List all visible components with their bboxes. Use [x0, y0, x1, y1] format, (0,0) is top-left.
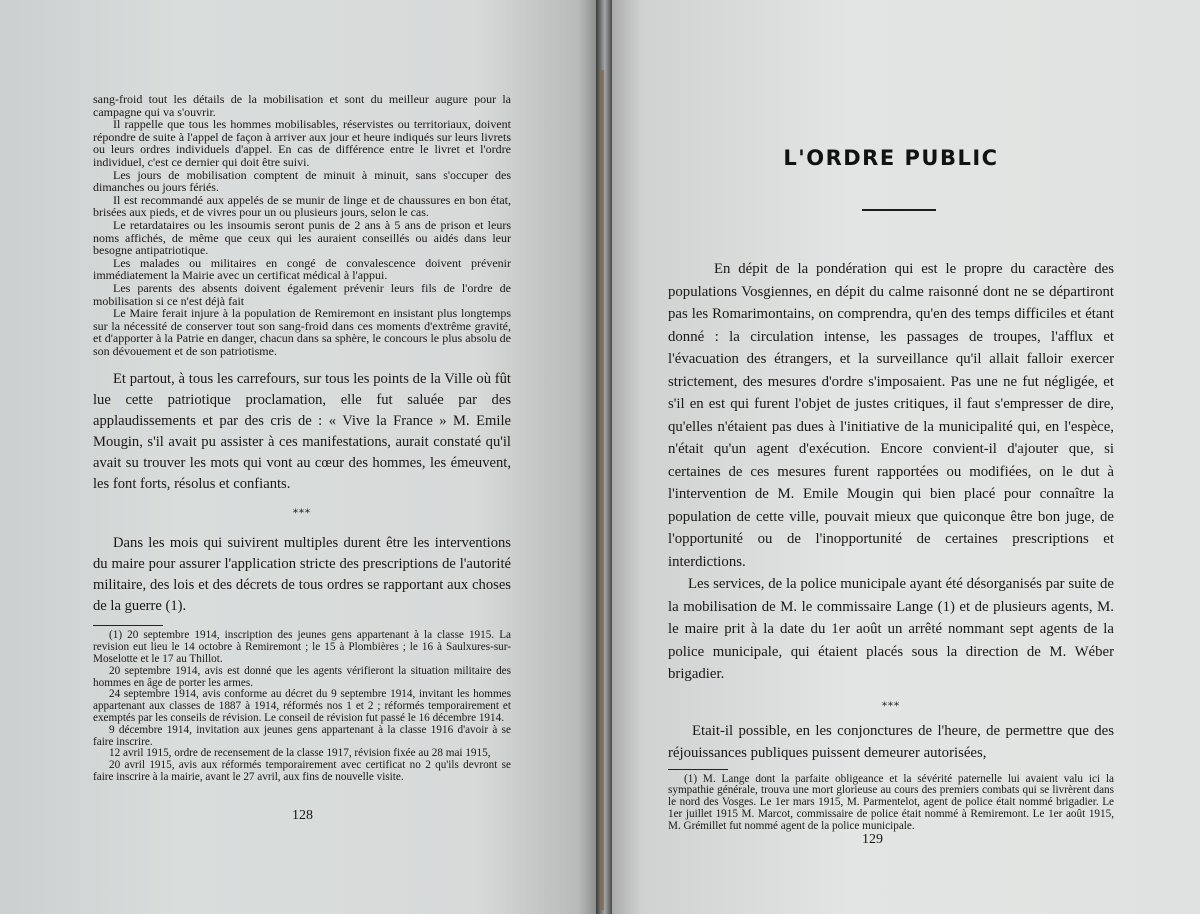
body-section-rejouissances	[668, 720, 1114, 765]
paragraph: En dépit de la pondération qui est le propre du caractère des populations Vosgiennes, en dépit du calme raisonné dont ne se départiront pas les Romarimontains, on comprendra, qu'en des temps difficiles et étant donné : la circulation intense, les passages de troupes, l'afflux et l'évacuation des étrangers, et la surveillance qu'il allait falloir exercer strictement, des mesures d'ordre s'imposaient. Pas une ne fut négligée, et s'il en est qui furent l'objet de justes critiques, il faut s'empresser de dire, qu'elles n'étaient pas dues à l'initiative de la municipalité qui, en l'espèce, n'était qu'un agent d'exécution. Encore convient-il d'ajouter que, si certaines de ces mesures furent rapportées ou modifiées, on le dut à l'intervention de M. Emile Mougin qui bien placé pour connaître la population de cette ville, pouvait mieux que quiconque être bon juge, de l'opportunité ou de l'inopportunité de certaines prescriptions et interdictions.	[668, 261, 1114, 570]
footnote: 20 avril 1915, avis aux réformés temporairement avec certificat no 2 qu'ils devront se faire inscrire à la mairie, avant le 27 avril, aux fins de nouvelle visite.	[93, 759, 511, 784]
paragraph: Les services, de la police municipale ayant été désorganisés par suite de la mobilisation de M. le commissaire Lange (1) et de plusieurs agents, M. le maire prit à la date du 1er août un arrêté nommant sept agents de la police municipale, qui étaient placés sous la direction de M. Wéber brigadier.	[668, 576, 1114, 682]
footnote: 20 septembre 1914, avis est donné que les agents vérifieront la situation militaire des hommes en âge de porter les armes.	[93, 664, 511, 689]
title-rule	[862, 209, 936, 211]
paragraph: Le Maire ferait injure à la population de Remiremont en insistant plus longtemps sur la nécessité de conserver tout son sang-froid dans ces moments d'extrême gravité, et d'apporter à la Patrie en danger, chacun dans sa sphère, le concours le plus absolu de son dévouement et de son patriotisme.	[93, 306, 511, 358]
paragraph: Il est recommandé aux appelés de se munir de linge et de chaussures en bon état, brisées aux pieds, et de vivres pour un ou plusieurs jours, selon le cas.	[93, 192, 511, 220]
left-page-text	[93, 93, 511, 784]
footnote: 12 avril 1915, ordre de recensement de la classe 1917, révision fixée au 28 mai 1915,	[109, 747, 491, 760]
paragraph: Il rappelle que tous les hommes mobilisables, réservistes ou territoriaux, doivent répondre de suite à l'appel de façon à arriver aux jour et heure indiqués sur leurs livrets ou leurs ordres individuels d'appel. En cas de différence entre le livret et l'ordre individuel, c'est ce dernier qui doit être suivi.	[93, 117, 511, 169]
footnote-rule	[668, 769, 728, 770]
footnote: (1) M. Lange dont la parfaite obligeance et la sévérité paternelle lui avaient valu ici la sympathie générale, trouva une mort glorieuse au cours des premiers combats qui se livrèrent dans le nord des Vosges. Le 1er mars 1915, M. Parmentelot, agent de police était nommé brigadier. Le 1er juillet 1915 M. Marcot, commissaire de police était nommé à Remiremont. Le 1er août 1915, M. Grémillet fut nommé agent de la police municipale.	[668, 772, 1114, 832]
page-number-right: 129	[862, 832, 883, 847]
footnote: (1) 20 septembre 1914, inscription des jeunes gens appartenant à la classe 1915. La revision eut lieu le 14 octobre à Remiremont ; le 15 à Plombières ; le 16 à Saulxures-sur-Moselotte et le 17 au Thillot.	[93, 629, 511, 666]
chapter-title: L'ORDRE PUBLIC	[783, 146, 999, 170]
section-separator-stars: ***	[882, 700, 900, 712]
page-number-left: 128	[292, 808, 313, 823]
paragraph: Les parents des absents doivent également prévenir leurs fils de l'ordre de mobilisation si ce n'est déjà fait	[93, 280, 511, 308]
body-section-2	[93, 533, 511, 617]
footnotes	[668, 774, 1114, 833]
footnote: 9 décembre 1914, invitation aux jeunes gens appartenant à la classe 1916 d'avoir à se faire inscrire.	[93, 723, 511, 748]
paragraph: Et partout, à tous les carrefours, sur tous les points de la Ville où fût lue cette patriotique proclamation, elle fut saluée par des applaudissements et par des cris de : « Vive la France » M. Emile Mougin, s'il avait pu assister à ces manifestations, aurait constaté qu'il avait su trouver les mots qui vont au cœur des hommes, les émeuvent, les font forts, résolus et confiants.	[93, 371, 511, 493]
footnotes	[93, 630, 511, 783]
right-page-text	[668, 258, 1114, 832]
paragraph: Le retardataires ou les insoumis seront punis de 2 ans à 5 ans de prison et leurs noms affichés, de même que ceux qui les auraient conseillés ou aidés dans leur besogne antipatriotique.	[93, 217, 511, 258]
proclamation-continued	[93, 93, 511, 357]
body-section-1	[93, 369, 511, 495]
paragraph: sang-froid tout les détails de la mobilisation et sont du meilleur augure pour la campagne qui va s'ouvrir.	[93, 92, 511, 119]
footnote-rule	[93, 625, 163, 626]
paragraph: Etait-il possible, en les conjonctures de l'heure, de permettre que des réjouissances publiques puissent demeurer autorisées,	[668, 722, 1114, 761]
book-gutter	[596, 0, 612, 914]
section-separator-stars: ***	[293, 508, 311, 520]
paragraph: Les malades ou militaires en congé de convalescence doivent prévenir immédiatement la Mairie avec un certificat médical à l'appui.	[93, 255, 511, 283]
footnote: 24 septembre 1914, avis conforme au décret du 9 septembre 1914, invitant les hommes appartenant aux classes de 1887 à 1914, réformés nos 1 et 2 ; réformés temporairement et exemptés par les conseils de révision. Le conseil de révision fut passé le 16 décembre 1914.	[93, 688, 511, 725]
body-section-ordre-public	[668, 258, 1114, 686]
paragraph: Dans les mois qui suivirent multiples durent être les interventions du maire pour assurer l'application stricte des prescriptions de l'autorité militaire, des lois et des décrets de tous ordres se rapportant aux choses de la guerre (1).	[93, 535, 511, 615]
paragraph: Les jours de mobilisation comptent de minuit à minuit, sans s'occuper des dimanches ou jours fériés.	[93, 167, 511, 195]
